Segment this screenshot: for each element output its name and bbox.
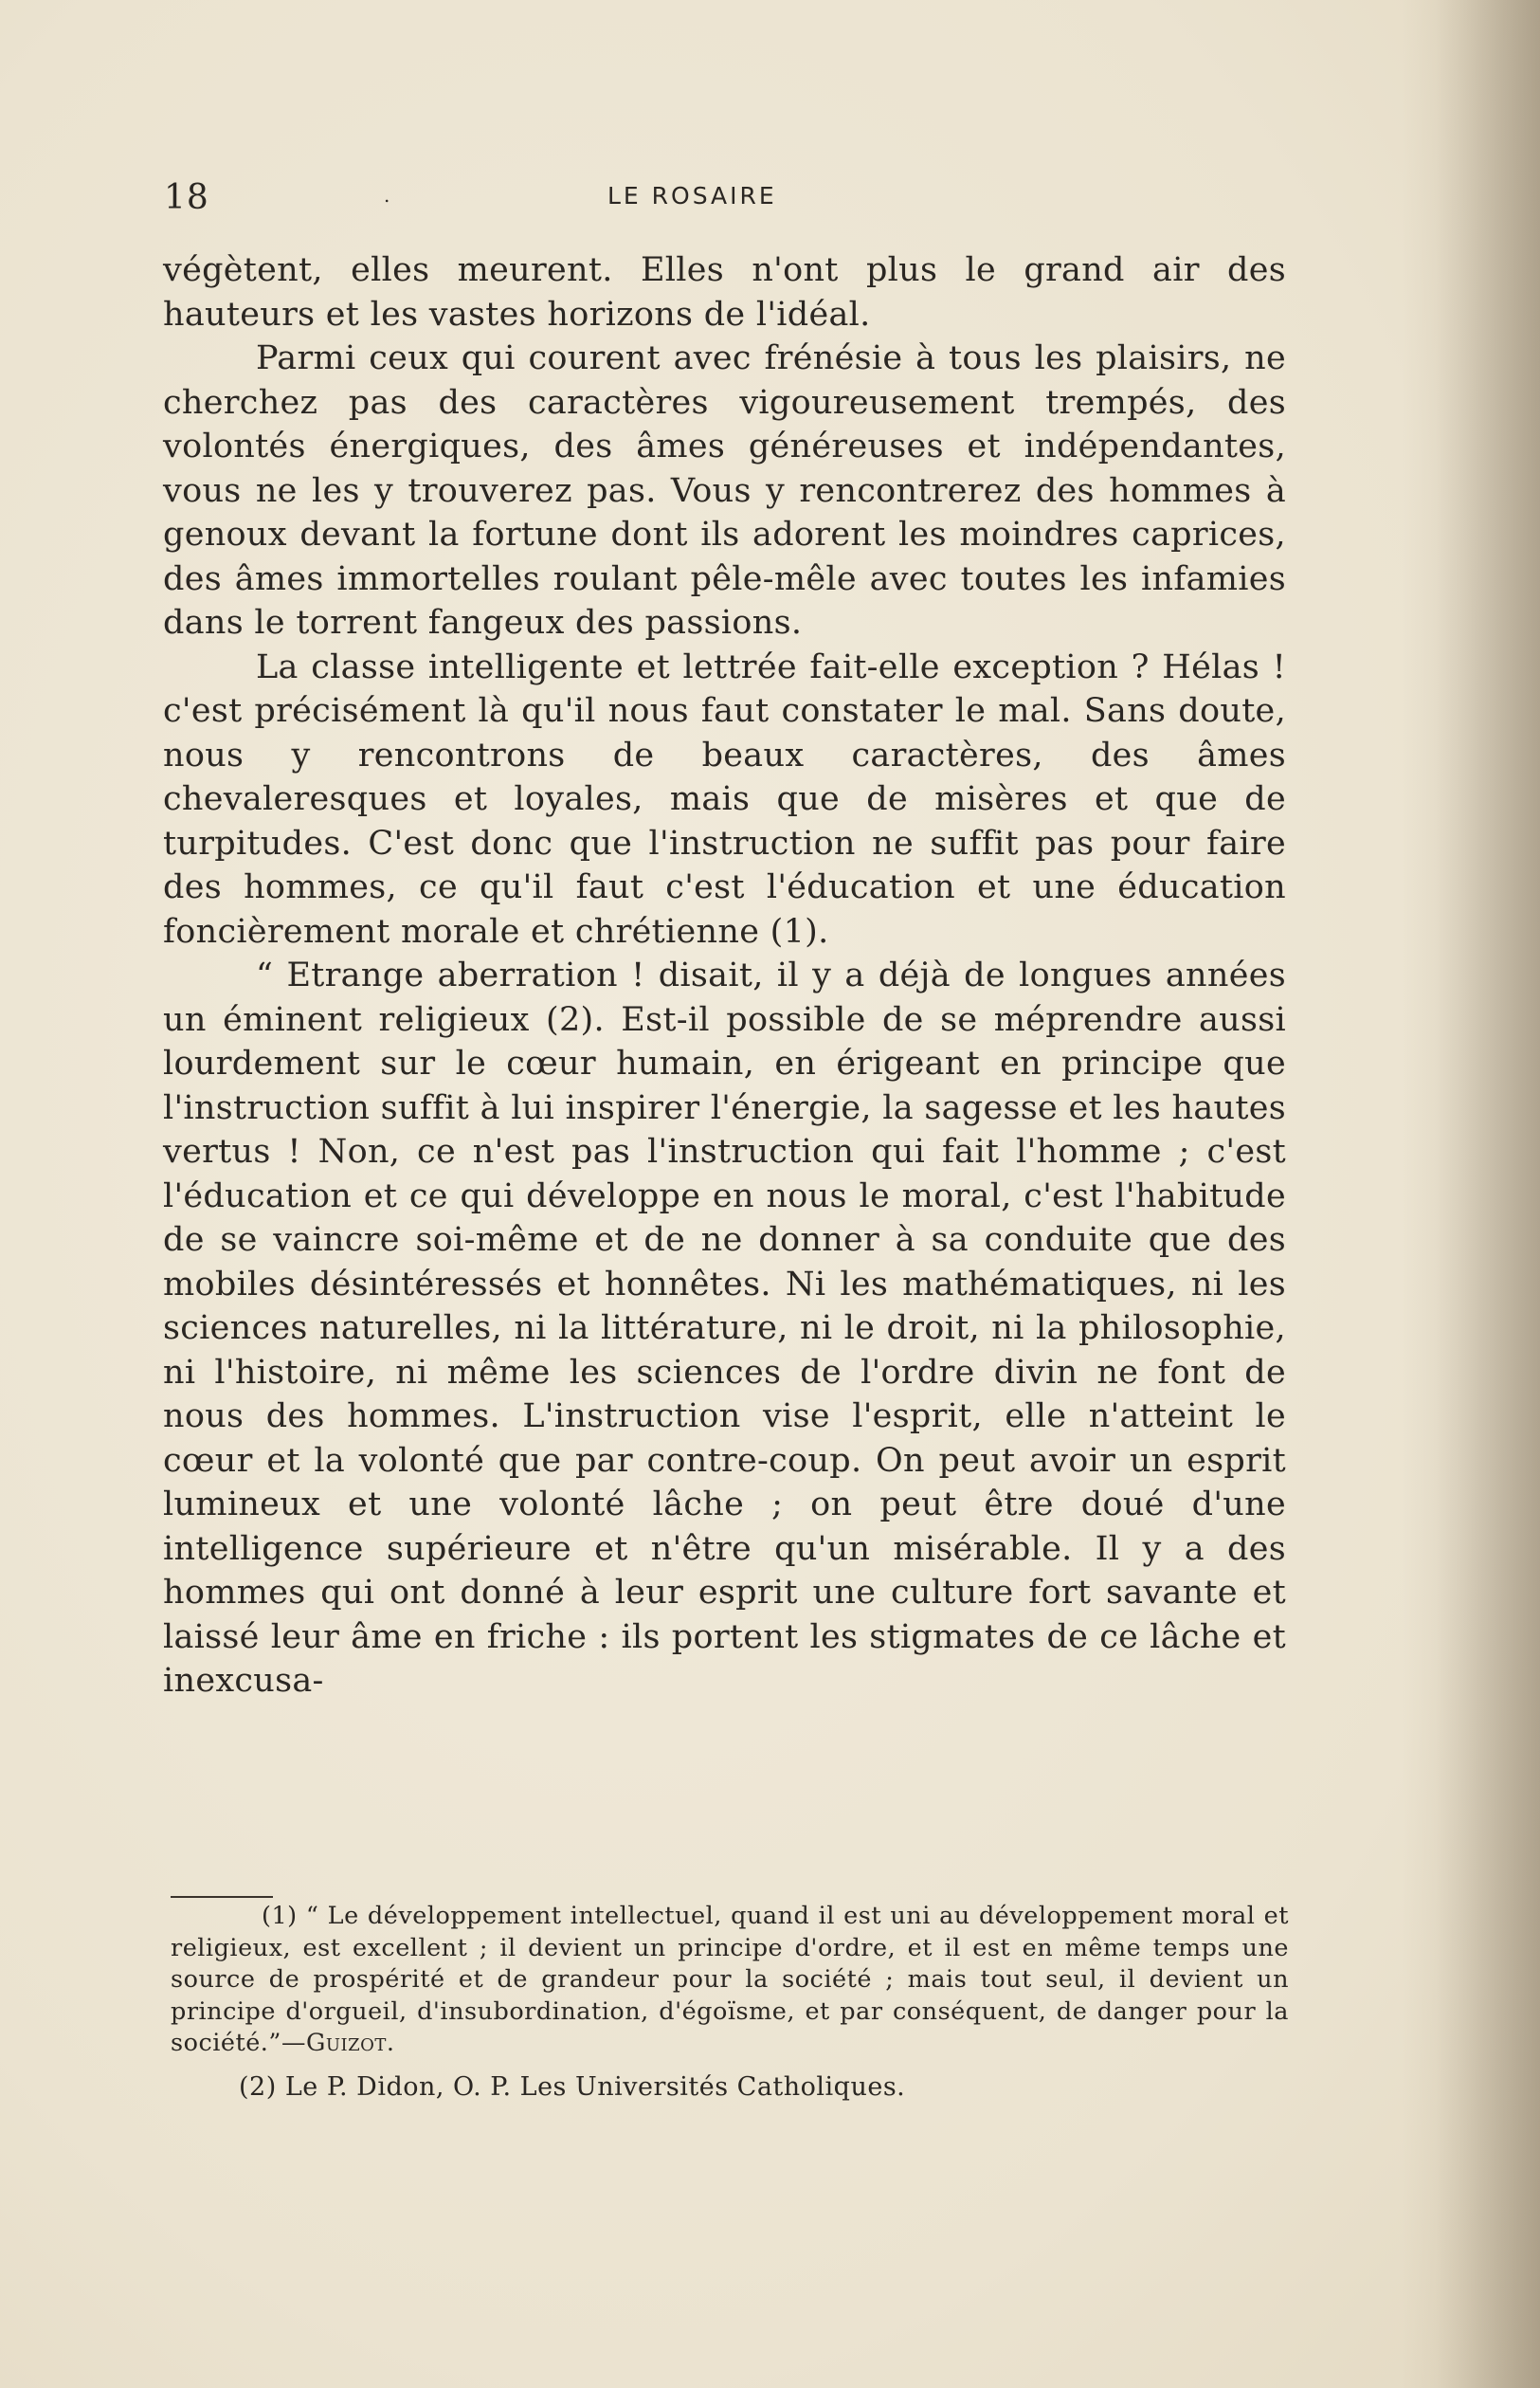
paragraph: Parmi ceux qui courent avec frénésie à tous les plaisirs, ne cherchez pas des caractères vigoureusement trempés, des volontés énergiques, des âmes généreuses et indépendantes, vous ne les y trouverez pas. Vous y rencontrerez des hommes à genoux devant la fortune dont ils adorent les moindres caprices, des âmes immortelles roulant pêle-mêle avec toutes les infamies dans le torrent fangeux des passions. [163, 339, 1286, 642]
footnote-2: (2) Le P. Didon, O. P. Les Universités Catholiques. [239, 2071, 906, 2102]
footnotes [171, 1901, 1289, 2103]
header-separator: . [384, 184, 390, 207]
footnote-1-text: (1) “ Le développement intellectuel, quand il est uni au développement moral et religieux, est excellent ; il devient un principe d'ordre, et il est en même temps une source de prospérité et de grandeur pour la société ; mais tout seul, il devient un principe d'orgueil, d'insubordination, d'égoïsme, et par conséquent, de danger pour la société.”— [171, 1902, 1289, 2057]
page-edge-shadow [1436, 0, 1540, 2388]
paragraph: “ Etrange aberration ! disait, il y a déjà de longues années un éminent religieux (2). Est-il possible de se méprendre aussi lourdement sur le cœur humain, en érigeant en principe que l'instruction suffit à lui inspirer l'énergie, la sagesse et les hautes vertus ! Non, ce n'est pas l'instruction qui fait l'homme ; c'est l'éducation et ce qui développe en nous le moral, c'est l'habitude de se vaincre soi-même et de ne donner à sa conduite que des mobiles désintéressés et honnêtes. Ni les mathématiques, ni les sciences naturelles, ni la littérature, ni le droit, ni la philosophie, ni l'histoire, ni même les sciences de l'ordre divin ne font de nous des hommes. L'instruction vise l'esprit, elle n'atteint le cœur et la volonté que par contre-coup. On peut avoir un esprit lumineux et une volonté lâche ; on peut être doué d'une intelligence supérieure et n'être qu'un misérable. Il y a des hommes qui ont donné à leur esprit une culture fort savante et laissé leur âme en friche : ils portent les stigmates de ce lâche et inexcusa- [163, 957, 1286, 1700]
footnote-divider [171, 1896, 273, 1898]
footnote-1-author: Guizot. [305, 2029, 395, 2057]
paragraph: végètent, elles meurent. Elles n'ont plus le grand air des hauteurs et les vastes horizons de l'idéal. [163, 251, 1286, 334]
page-number: 18 [164, 178, 209, 217]
footnote-1 [171, 1901, 1289, 2060]
main-text [163, 248, 1286, 1704]
paragraph: La classe intelligente et lettrée fait-elle exception ? Hélas ! c'est précisément là qu'il nous faut constater le mal. Sans doute, nous y rencontrons de beaux caractères, des âmes chevaleresques et loyales, mais que de misères et que de turpitudes. C'est donc que l'instruction ne suffit pas pour faire des hommes, ce qu'il faut c'est l'éducation et une éducation foncièrement morale et chrétienne (1). [163, 647, 1286, 951]
page-header [164, 178, 1285, 216]
running-title: LE ROSAIRE [607, 182, 777, 210]
